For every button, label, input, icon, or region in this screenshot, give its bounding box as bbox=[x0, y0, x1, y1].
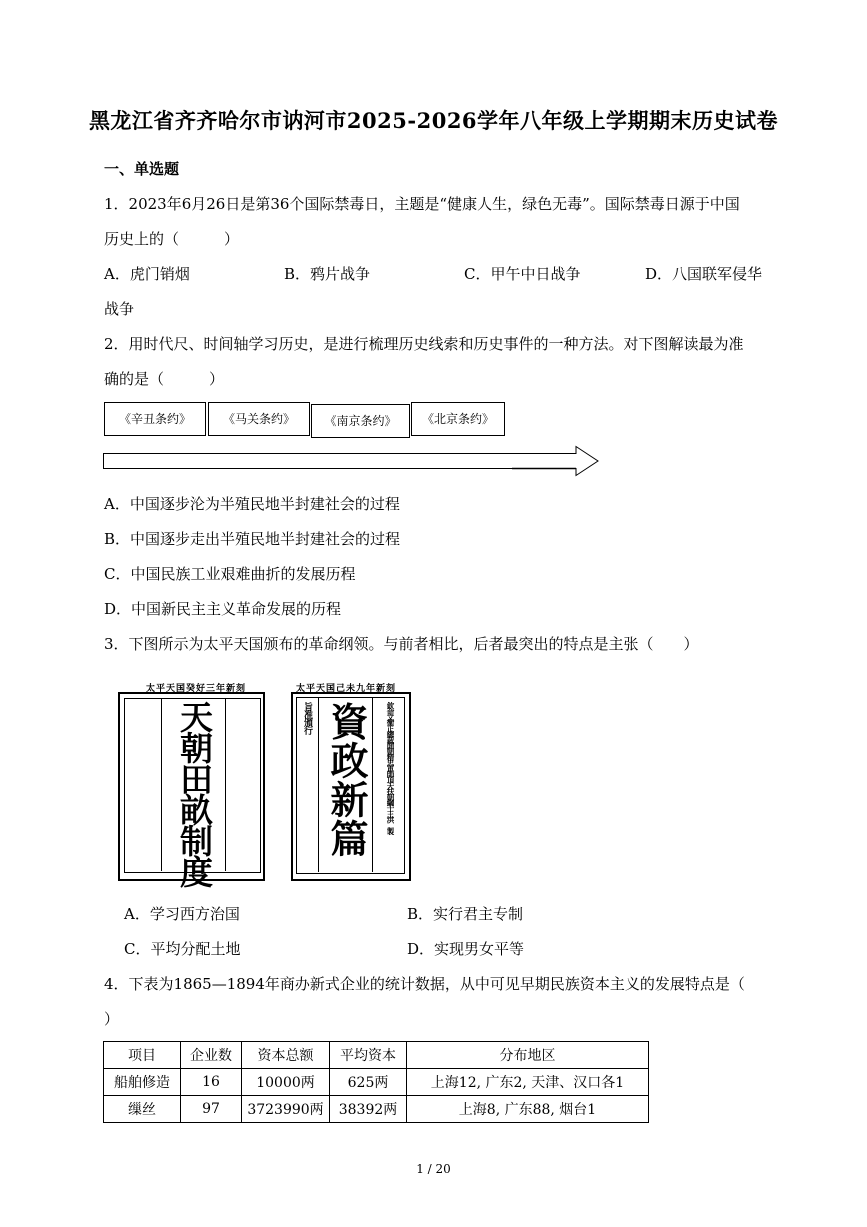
book1-header: 太平天国癸好三年新刻 bbox=[146, 684, 247, 694]
q2-option-a: A．中国逐步沦为半殖民地半封建社会的过程 bbox=[104, 495, 400, 513]
table-cell: 缫丝 bbox=[104, 1096, 181, 1123]
q4-stem-line2: ） bbox=[104, 1010, 120, 1028]
timeline-box-4: 《北京条约》 bbox=[411, 402, 505, 436]
q3-option-b: B．实行君主专制 bbox=[407, 905, 524, 923]
q1-option-d-cont: 战争 bbox=[104, 300, 135, 318]
book2-side-left: 旨准頒行 bbox=[302, 702, 312, 734]
q3-option-c: C．平均分配土地 bbox=[124, 940, 241, 958]
page-number: 1 / 20 bbox=[416, 1162, 451, 1176]
q1-option-c: C．甲午中日战争 bbox=[464, 265, 581, 283]
table-cell: 上海12, 广东2, 天津、汉口各1 bbox=[407, 1069, 649, 1096]
table-header-cell: 分布地区 bbox=[407, 1042, 649, 1069]
q1-option-a: A．虎门销烟 bbox=[104, 265, 190, 283]
timeline-box-2: 《马关条约》 bbox=[208, 402, 310, 436]
table-cell: 97 bbox=[181, 1096, 242, 1123]
table-cell: 38392两 bbox=[330, 1096, 407, 1123]
q2-stem-line2: 确的是（ ） bbox=[104, 370, 225, 388]
page-title: 黑龙江省齐齐哈尔市讷河市2025-2026学年八年级上学期期末历史试卷 bbox=[88, 108, 779, 133]
q2-option-c: C．中国民族工业艰难曲折的发展历程 bbox=[104, 565, 356, 583]
q1-option-d: D．八国联军侵华 bbox=[645, 265, 763, 283]
book1-title: 天朝田畝制度 bbox=[175, 700, 214, 886]
table-cell: 625两 bbox=[330, 1069, 407, 1096]
table-cell: 船舶修造 bbox=[104, 1069, 181, 1096]
book2-header: 太平天国己未九年新刻 bbox=[296, 684, 397, 694]
q1-stem-line2: 历史上的（ ） bbox=[104, 230, 240, 248]
section-heading: 一、单选题 bbox=[104, 160, 180, 178]
book2-side-right: 欽命文衡正總裁開朝精忠軍師頂天扶朝綱干王洪 製 bbox=[386, 702, 395, 834]
table-header-cell: 资本总额 bbox=[242, 1042, 330, 1069]
table-header-cell: 平均资本 bbox=[330, 1042, 407, 1069]
table-cell: 10000两 bbox=[242, 1069, 330, 1096]
q1-stem-line1: 1．2023年6月26日是第36个国际禁毒日，主题是“健康人生，绿色无毒”。国际禁毒日源于中国 bbox=[104, 195, 740, 213]
table-header-cell: 企业数 bbox=[181, 1042, 242, 1069]
q4-stem-line1: 4．下表为1865—1894年商办新式企业的统计数据，从中可见早期民族资本主义的发展特点是（ bbox=[104, 975, 745, 993]
q1-option-b: B．鸦片战争 bbox=[284, 265, 371, 283]
table-header-row bbox=[104, 1042, 649, 1069]
q3-option-a: A．学习西方治国 bbox=[124, 905, 240, 923]
table-header-cell: 项目 bbox=[104, 1042, 181, 1069]
q2-stem-line1: 2．用时代尺、时间轴学习历史，是进行梳理历史线索和历史事件的一种方法。对下图解读最为准 bbox=[104, 335, 744, 353]
table-cell: 3723990两 bbox=[242, 1096, 330, 1123]
timeline-box-3: 《南京条约》 bbox=[311, 404, 410, 438]
enterprise-stats-table bbox=[103, 1041, 649, 1123]
q3-option-d: D．实现男女平等 bbox=[407, 940, 525, 958]
table-cell: 16 bbox=[181, 1069, 242, 1096]
table-cell: 上海8, 广东88, 烟台1 bbox=[407, 1096, 649, 1123]
timeline-box-1: 《辛丑条约》 bbox=[104, 402, 206, 436]
timeline-arrow bbox=[102, 445, 604, 477]
q3-stem: 3．下图所示为太平天国颁布的革命纲领。与前者相比，后者最突出的特点是主张（ ） bbox=[104, 635, 699, 653]
table-row bbox=[104, 1096, 649, 1123]
table-row bbox=[104, 1069, 649, 1096]
q2-option-b: B．中国逐步走出半殖民地半封建社会的过程 bbox=[104, 530, 401, 548]
q2-option-d: D．中国新民主主义革命发展的历程 bbox=[104, 600, 342, 618]
book2-title: 資政新篇 bbox=[324, 702, 369, 858]
